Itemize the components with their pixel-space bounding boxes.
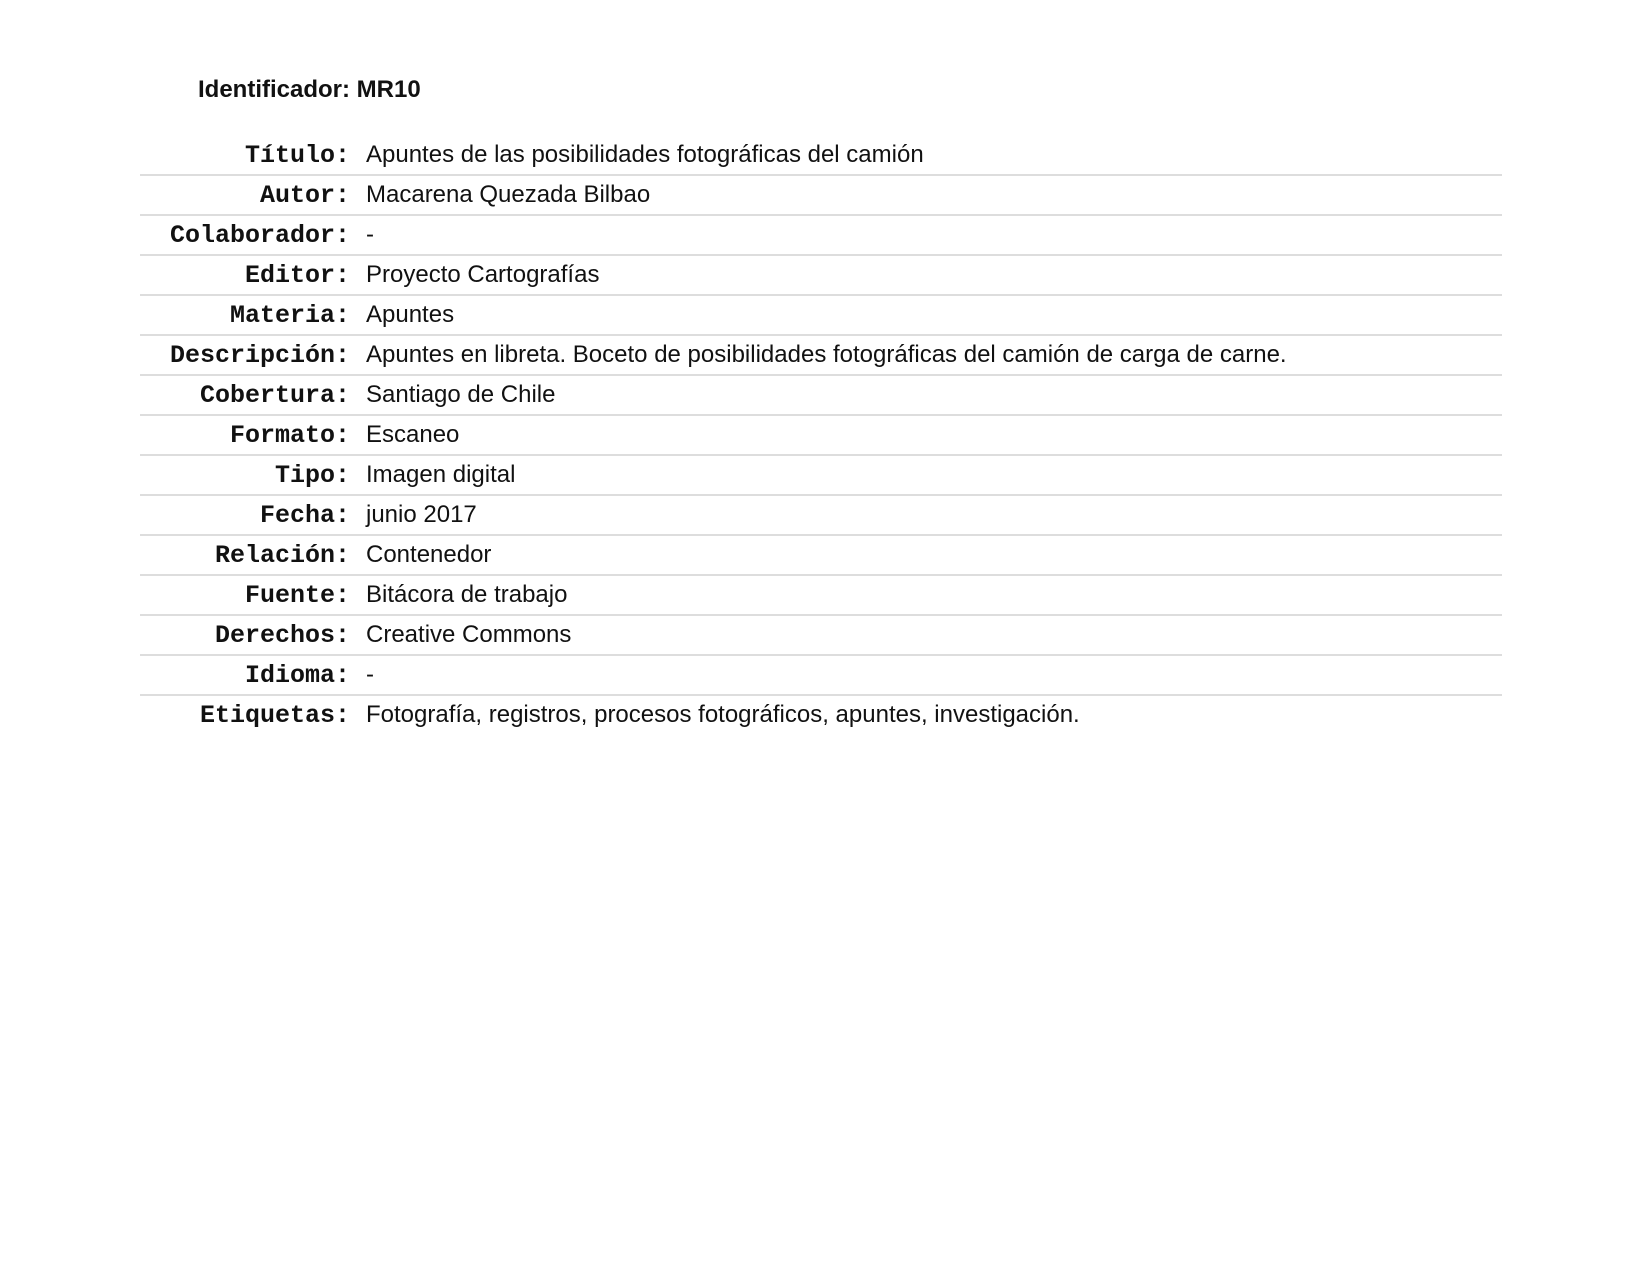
field-label-cobertura: Cobertura:: [199, 380, 350, 410]
field-value-materia: Apuntes: [366, 301, 455, 328]
field-value-fuente: Bitácora de trabajo: [366, 581, 568, 608]
field-label-editor: Editor:: [244, 260, 350, 290]
field-label-materia: Materia:: [229, 300, 350, 330]
field-value-autor: Macarena Quezada Bilbao: [366, 181, 651, 208]
field-row-titulo: [140, 136, 1502, 175]
field-value-idioma: -: [366, 661, 374, 688]
field-label-titulo: Título:: [244, 140, 350, 170]
field-label-derechos: Derechos:: [214, 620, 350, 650]
field-row-idioma: [140, 655, 1502, 695]
field-row-editor: [140, 255, 1502, 295]
field-row-etiquetas: [140, 695, 1502, 734]
field-label-formato: Formato:: [229, 420, 350, 450]
field-value-editor: Proyecto Cartografías: [366, 261, 600, 288]
field-value-derechos: Creative Commons: [366, 621, 572, 648]
field-label-relacion: Relación:: [214, 540, 350, 570]
field-row-fecha: [140, 495, 1502, 535]
field-value-tipo: Imagen digital: [366, 461, 516, 488]
field-value-descripcion: Apuntes en libreta. Boceto de posibilidades fotográficas del camión de carga de carne.: [366, 341, 1287, 368]
field-row-autor: [140, 175, 1502, 215]
field-row-descripcion: [140, 335, 1502, 375]
field-value-fecha: junio 2017: [366, 501, 477, 528]
field-label-autor: Autor:: [259, 180, 350, 210]
identifier-heading: Identificador: MR10: [198, 76, 421, 103]
field-value-etiquetas: Fotografía, registros, procesos fotográficos, apuntes, investigación.: [366, 701, 1080, 728]
field-row-tipo: [140, 455, 1502, 495]
field-label-fecha: Fecha:: [259, 500, 350, 530]
field-row-colaborador: [140, 215, 1502, 255]
field-row-derechos: [140, 615, 1502, 655]
field-value-cobertura: Santiago de Chile: [366, 381, 556, 408]
field-label-colaborador: Colaborador:: [169, 220, 350, 250]
metadata-table: [140, 136, 1502, 734]
field-row-fuente: [140, 575, 1502, 615]
field-label-idioma: Idioma:: [244, 660, 350, 690]
field-label-etiquetas: Etiquetas:: [199, 700, 350, 730]
field-row-formato: [140, 415, 1502, 455]
field-label-descripcion: Descripción:: [169, 340, 350, 370]
field-label-fuente: Fuente:: [244, 580, 350, 610]
field-value-colaborador: -: [366, 221, 374, 248]
field-row-relacion: [140, 535, 1502, 575]
field-value-titulo: Apuntes de las posibilidades fotográficas del camión: [366, 141, 924, 168]
field-value-relacion: Contenedor: [366, 541, 492, 568]
field-row-materia: [140, 295, 1502, 335]
field-row-cobertura: [140, 375, 1502, 415]
field-label-tipo: Tipo:: [274, 460, 350, 490]
field-value-formato: Escaneo: [366, 421, 460, 448]
